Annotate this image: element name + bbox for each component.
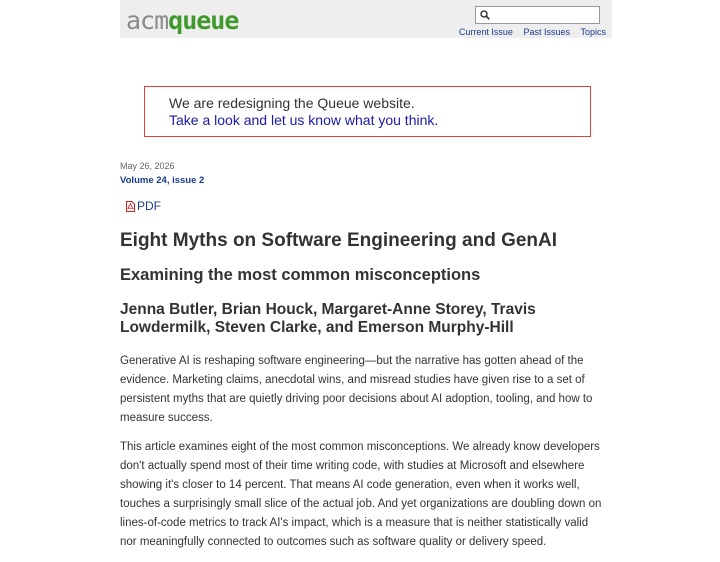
nav-current-issue[interactable]: Current Issue	[458, 27, 513, 37]
banner-feedback-link[interactable]: Take a look and let us know what you think.	[169, 112, 439, 128]
body-paragraph: Generative AI is reshaping software engineering—but the narrative has gotten ahead of the evidence. Marketing claims, anecdotal wins, and misread studies have given rise to a set of persistent myths that are quietly driving poor decisions about AI adoption, tooling, and how to measure success.	[120, 355, 593, 424]
nav-topics[interactable]: Topics	[580, 27, 606, 37]
article-date: May 26, 2026	[120, 161, 175, 171]
logo-acm-text: acm	[126, 6, 169, 35]
search-input[interactable]	[492, 8, 596, 22]
article-title: Eight Myths on Software Engineering and GenAI	[120, 230, 558, 251]
pdf-download-link[interactable]	[126, 199, 161, 213]
search-icon	[480, 10, 490, 20]
site-header	[120, 0, 612, 38]
nav-past-issues[interactable]: Past Issues	[523, 27, 570, 37]
article-subtitle: Examining the most common misconceptions	[120, 266, 481, 284]
body-paragraph: This article examines eight of the most common misconceptions. We already know developers don't actually spend most of their time writing code, with studies at Microsoft and elsewhere showing it's closer to 14 percent. That means AI code generation, even when it works well, touches a surprisingly small slice of the actual job. And yet organizations are doubling down on lines-of-code metrics to track AI's impact, which is a measure that is neither statistically valid nor meaningfully connected to outcomes such as software quality or delivery speed.	[120, 441, 602, 548]
article-body	[120, 352, 606, 562]
article-authors: Jenna Butler, Brian Houck, Margaret-Anne Storey, Travis Lowdermilk, Steven Clarke, and Emerson Murphy-Hill	[120, 301, 536, 336]
search-box[interactable]	[475, 6, 600, 24]
acmqueue-logo[interactable]	[126, 2, 238, 36]
issue-link[interactable]: Volume 24, issue 2	[120, 175, 205, 186]
pdf-file-icon	[126, 201, 135, 212]
logo-queue-text: queue	[168, 6, 239, 35]
redesign-banner	[144, 86, 591, 137]
banner-text: We are redesigning the Queue website.	[169, 95, 415, 111]
top-nav	[451, 27, 606, 38]
pdf-label: PDF	[137, 199, 161, 213]
